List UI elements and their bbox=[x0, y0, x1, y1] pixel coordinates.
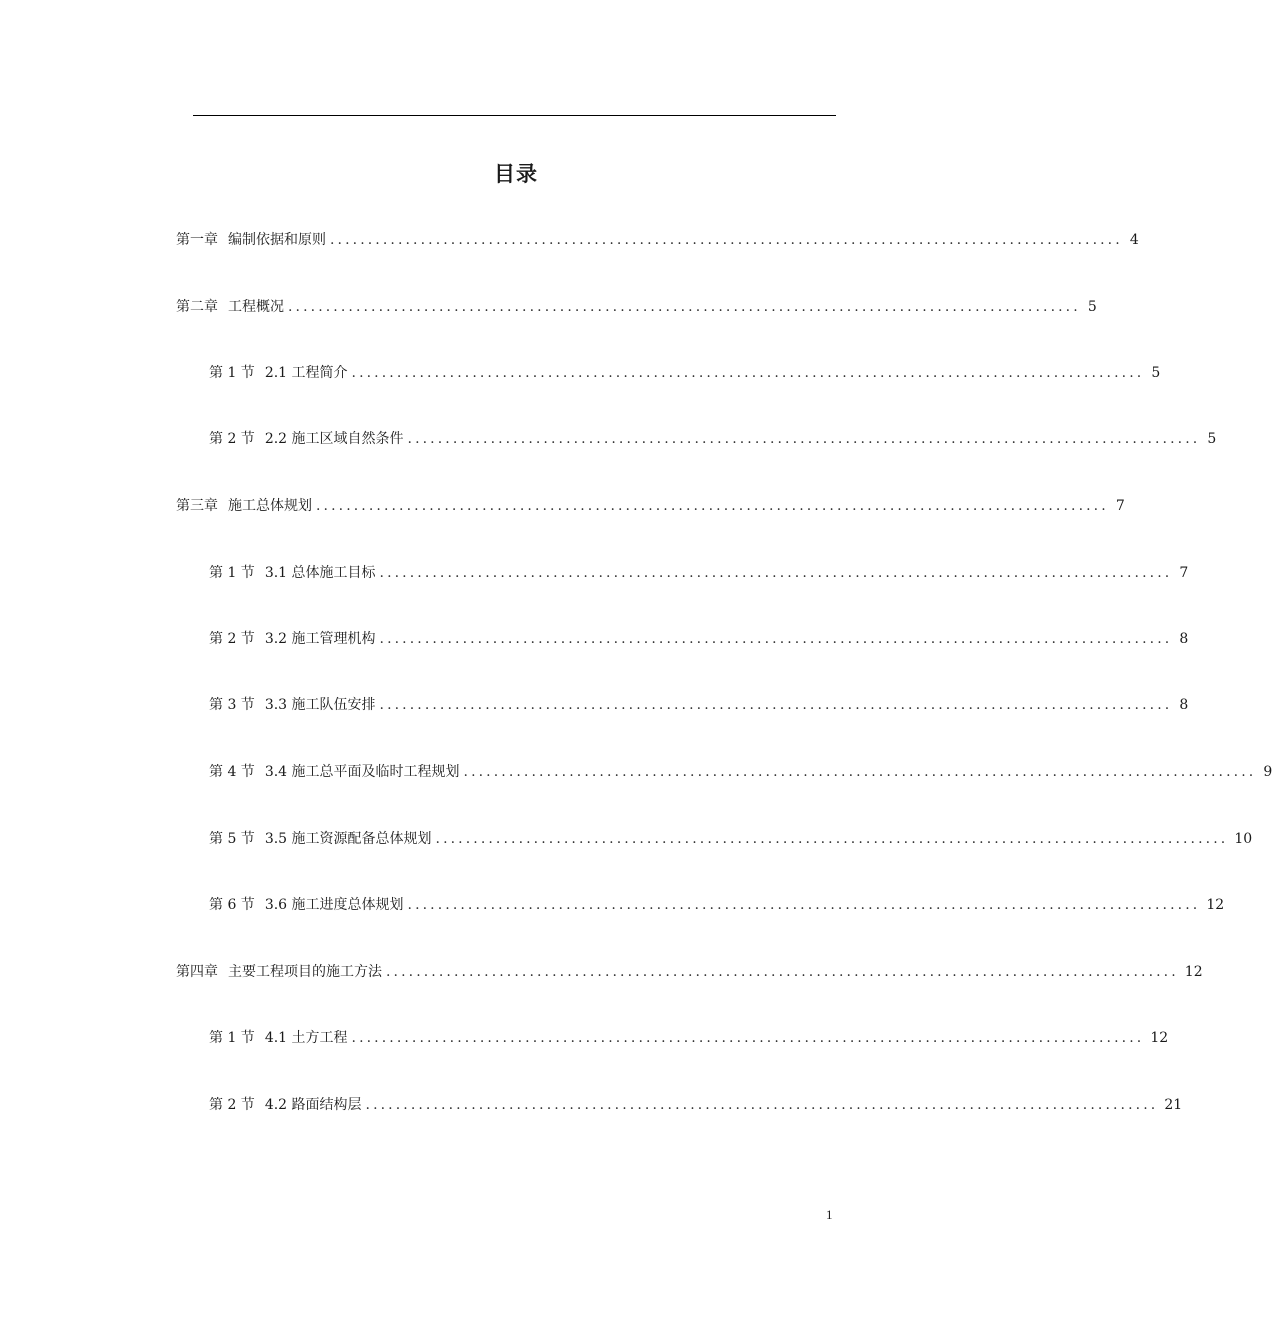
toc-entry-title: 2.1 工程简介 bbox=[264, 365, 348, 381]
toc-entry-title: 3.5 施工资源配备总体规划 bbox=[264, 831, 432, 847]
toc-entry-number: 第三章 bbox=[176, 498, 218, 514]
toc-entry-title: 3.1 总体施工目标 bbox=[264, 565, 376, 581]
toc-entry-label bbox=[176, 961, 382, 983]
toc-entry-number: 第 6 节 bbox=[209, 897, 255, 913]
toc-entry-page: 7 bbox=[1115, 498, 1125, 514]
toc-entry-page: 5 bbox=[1151, 365, 1161, 381]
toc-leader-dots: ......................................................................................................... bbox=[435, 831, 1229, 847]
toc-entry-title: 4.2 路面结构层 bbox=[264, 1097, 362, 1113]
toc-entry[interactable] bbox=[209, 428, 1217, 450]
toc-entry-label bbox=[209, 428, 404, 450]
toc-entry[interactable] bbox=[176, 961, 1203, 983]
toc-entry-number: 第 2 节 bbox=[209, 631, 255, 647]
toc-entry-label bbox=[209, 562, 376, 584]
toc-entry-page: 9 bbox=[1263, 764, 1272, 780]
toc-entry-label bbox=[209, 761, 460, 783]
toc-entry-number: 第 4 节 bbox=[209, 764, 255, 780]
toc-entry-page: 4 bbox=[1129, 232, 1139, 248]
toc-entry-number: 第 1 节 bbox=[209, 365, 255, 381]
toc-leader-dots: ......................................................................................................... bbox=[407, 897, 1201, 913]
toc-entry-title: 施工总体规划 bbox=[228, 498, 312, 514]
toc-entry[interactable] bbox=[209, 828, 1253, 850]
toc-leader-dots: ......................................................................................................... bbox=[379, 631, 1173, 647]
toc-entry-page: 5 bbox=[1087, 299, 1097, 315]
toc-entry-page: 5 bbox=[1207, 431, 1217, 447]
toc-entry-number: 第二章 bbox=[176, 299, 218, 315]
toc-entry-title: 3.2 施工管理机构 bbox=[264, 631, 376, 647]
page-number: 1 bbox=[826, 1207, 833, 1222]
toc-entry-title: 3.3 施工队伍安排 bbox=[264, 697, 376, 713]
toc-entry-label bbox=[176, 495, 312, 517]
toc-leader-dots: ......................................................................................................... bbox=[463, 764, 1257, 780]
toc-entry[interactable] bbox=[209, 362, 1161, 384]
toc-leader-dots: ......................................................................................................... bbox=[351, 1030, 1145, 1046]
toc-entry-page: 8 bbox=[1179, 697, 1189, 713]
toc-leader-dots: ......................................................................................................... bbox=[407, 431, 1201, 447]
toc-leader-dots: ......................................................................................................... bbox=[351, 365, 1145, 381]
toc-entry-number: 第 2 节 bbox=[209, 431, 255, 447]
toc-entry[interactable] bbox=[176, 495, 1125, 517]
toc-entry-label bbox=[209, 1094, 362, 1116]
toc-entry-label bbox=[209, 628, 376, 650]
toc-entry-label bbox=[209, 694, 376, 716]
toc-leader-dots: ......................................................................................................... bbox=[330, 232, 1123, 248]
toc-entry-title: 工程概况 bbox=[228, 299, 284, 315]
toc-entry-page: 10 bbox=[1234, 831, 1253, 847]
toc-entry[interactable] bbox=[176, 229, 1139, 251]
toc-entry[interactable] bbox=[209, 1094, 1183, 1116]
toc-entry-page: 12 bbox=[1150, 1030, 1169, 1046]
toc-leader-dots: ......................................................................................................... bbox=[288, 299, 1081, 315]
toc-entry-page: 12 bbox=[1206, 897, 1225, 913]
toc-entry-number: 第 5 节 bbox=[209, 831, 255, 847]
toc-entry-title: 3.6 施工进度总体规划 bbox=[264, 897, 404, 913]
toc-entry-number: 第一章 bbox=[176, 232, 218, 248]
toc-leader-dots: ......................................................................................................... bbox=[386, 964, 1179, 980]
toc-entry-title: 2.2 施工区域自然条件 bbox=[264, 431, 404, 447]
toc-entry-label bbox=[209, 362, 348, 384]
toc-entry-number: 第四章 bbox=[176, 964, 218, 980]
toc-entry[interactable] bbox=[209, 761, 1272, 783]
toc-entry-title: 编制依据和原则 bbox=[228, 232, 326, 248]
toc-entry-label bbox=[209, 1027, 348, 1049]
toc-entry-page: 8 bbox=[1179, 631, 1189, 647]
toc-entry-label bbox=[176, 296, 284, 318]
toc-entry[interactable] bbox=[209, 694, 1189, 716]
toc-entry-label bbox=[176, 229, 326, 251]
toc-entry-title: 3.4 施工总平面及临时工程规划 bbox=[264, 764, 460, 780]
toc-entry-title: 4.1 土方工程 bbox=[264, 1030, 348, 1046]
toc-entry[interactable] bbox=[209, 628, 1189, 650]
toc-leader-dots: ......................................................................................................... bbox=[379, 697, 1173, 713]
toc-title: 目录 bbox=[494, 162, 538, 186]
toc-leader-dots: ......................................................................................................... bbox=[379, 565, 1173, 581]
toc-entry[interactable] bbox=[176, 296, 1097, 318]
toc-leader-dots: ......................................................................................................... bbox=[316, 498, 1109, 514]
toc-entry-number: 第 1 节 bbox=[209, 1030, 255, 1046]
toc-entry-title: 主要工程项目的施工方法 bbox=[228, 964, 382, 980]
toc-entry-number: 第 3 节 bbox=[209, 697, 255, 713]
toc-entry[interactable] bbox=[209, 562, 1189, 584]
toc-leader-dots: ......................................................................................................... bbox=[365, 1097, 1159, 1113]
toc-entry-number: 第 1 节 bbox=[209, 565, 255, 581]
toc-entry-page: 7 bbox=[1179, 565, 1189, 581]
toc-entry-page: 12 bbox=[1184, 964, 1203, 980]
toc-entry-label bbox=[209, 828, 432, 850]
toc-entry[interactable] bbox=[209, 894, 1225, 916]
toc-entry[interactable] bbox=[209, 1027, 1169, 1049]
toc-entry-label bbox=[209, 894, 404, 916]
toc-entry-page: 21 bbox=[1164, 1097, 1183, 1113]
toc-entry-number: 第 2 节 bbox=[209, 1097, 255, 1113]
